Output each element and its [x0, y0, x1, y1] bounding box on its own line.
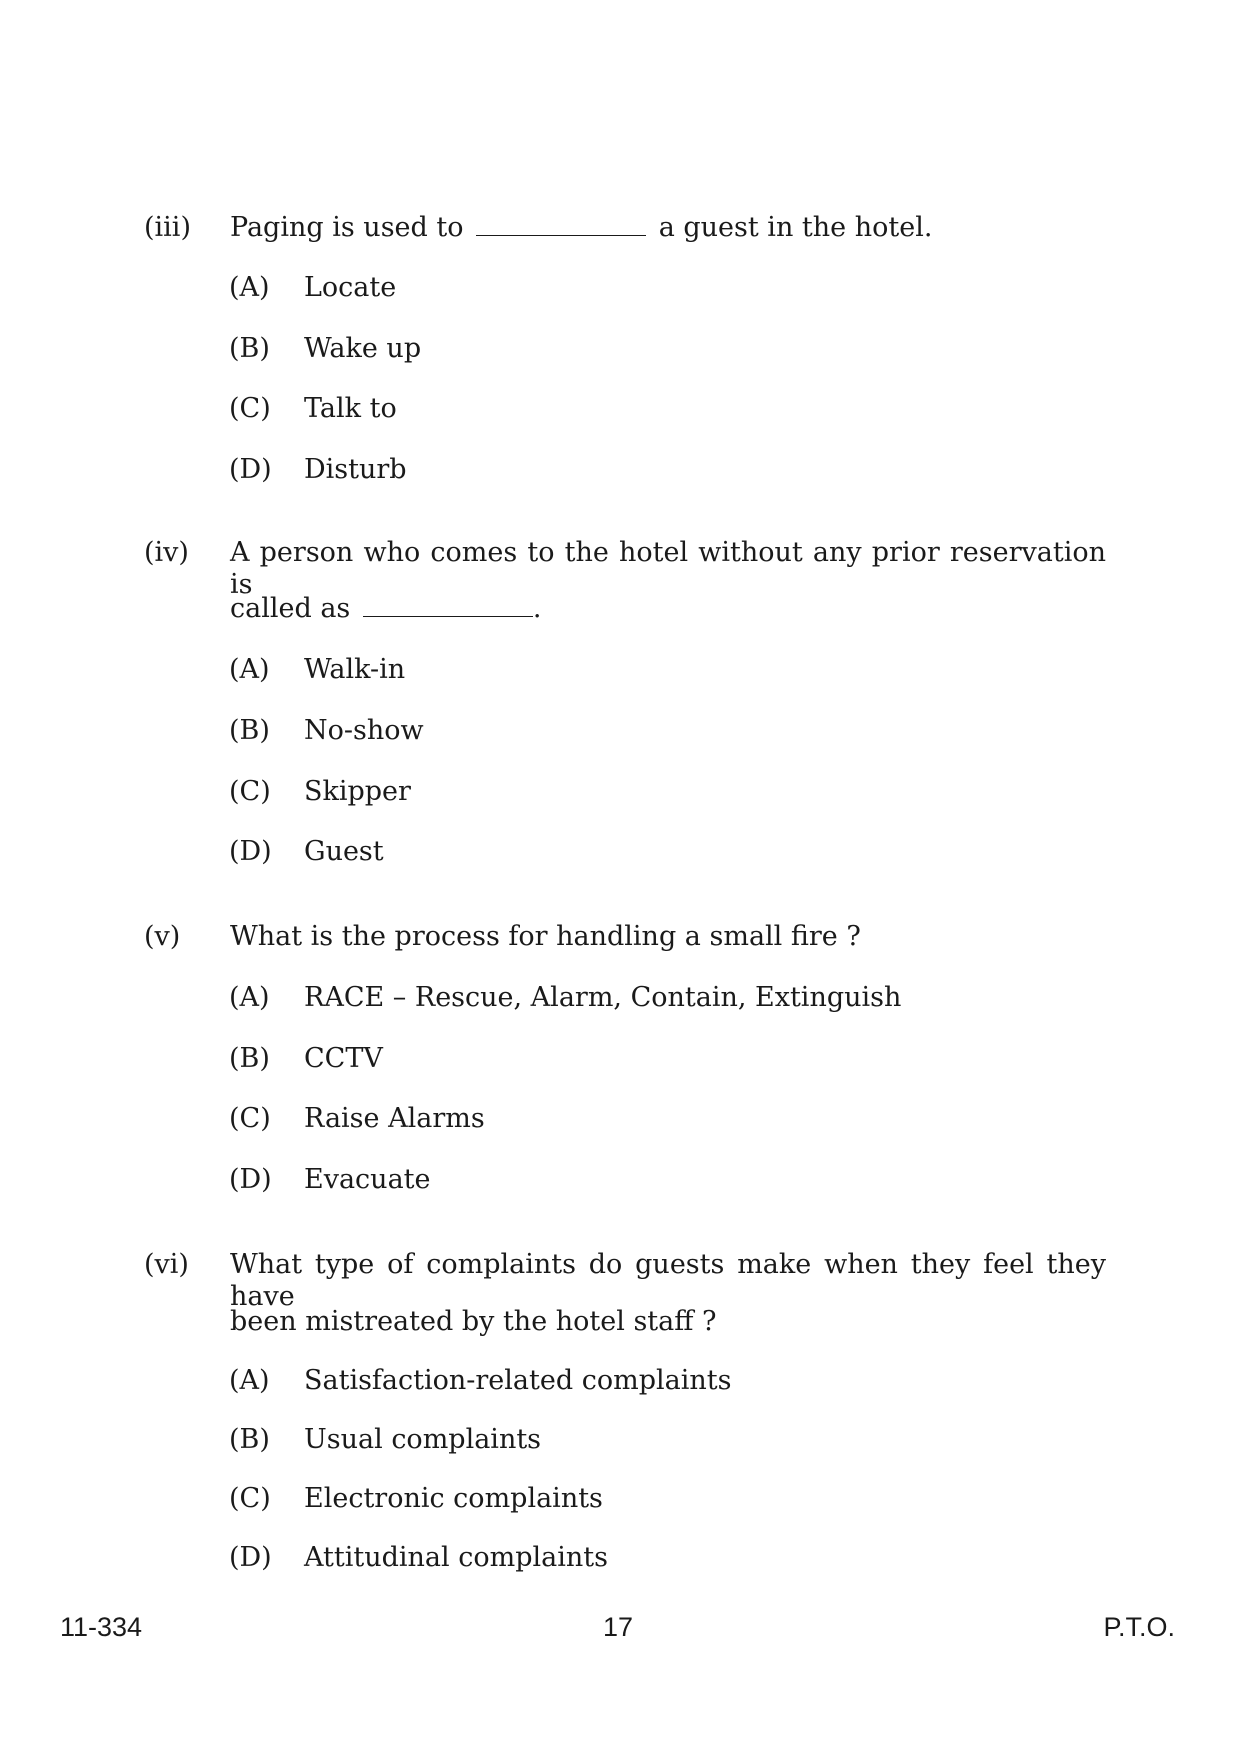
option-label: (D)	[229, 836, 272, 867]
question-text-line	[230, 593, 1106, 625]
option-text: RACE – Rescue, Alarm, Contain, Extinguish	[304, 982, 902, 1013]
question-number: (v)	[144, 921, 181, 952]
option-text: Raise Alarms	[304, 1103, 485, 1134]
question-text-part: called as	[230, 593, 351, 624]
question-text-line: What type of complaints do guests make when they feel they have	[230, 1249, 1106, 1312]
option-label: (B)	[229, 715, 270, 746]
option-text: Attitudinal complaints	[304, 1542, 608, 1573]
option-label: (D)	[229, 454, 272, 485]
option-label: (D)	[229, 1542, 272, 1573]
option-text: Wake up	[304, 333, 422, 364]
option-text: Evacuate	[304, 1164, 431, 1195]
option-text: Satisfaction-related complaints	[304, 1365, 732, 1396]
option-text: Disturb	[304, 454, 407, 485]
option-text: Walk-in	[304, 654, 406, 685]
question-text-part: .	[532, 593, 542, 624]
question-text: What is the process for handling a small fire ?	[230, 921, 861, 952]
option-label: (A)	[229, 1365, 270, 1396]
option-label: (B)	[229, 1424, 270, 1455]
answer-blank	[476, 213, 646, 236]
page-number: 17	[603, 1612, 634, 1642]
question-text	[230, 212, 1106, 244]
option-text: Electronic complaints	[304, 1483, 603, 1514]
option-label: (C)	[229, 1103, 271, 1134]
question-number: (iv)	[144, 537, 189, 568]
question-number: (vi)	[144, 1249, 189, 1280]
option-label: (A)	[229, 272, 270, 303]
option-label: (C)	[229, 1483, 271, 1514]
option-text: Usual complaints	[304, 1424, 542, 1455]
option-text: Locate	[304, 272, 397, 303]
option-label: (B)	[229, 333, 270, 364]
option-text: Talk to	[304, 393, 397, 424]
option-text: CCTV	[304, 1043, 383, 1074]
question-text-line: A person who comes to the hotel without any prior reservation is	[230, 537, 1106, 600]
question-text-part: a guest in the hotel.	[658, 212, 933, 243]
option-label: (A)	[229, 982, 270, 1013]
option-label: (B)	[229, 1043, 270, 1074]
paper-code: 11-334	[60, 1612, 143, 1642]
question-text-line: been mistreated by the hotel staff ?	[230, 1306, 717, 1337]
question-number: (iii)	[144, 212, 191, 243]
option-text: Skipper	[304, 776, 411, 807]
option-text: Guest	[304, 836, 384, 867]
answer-blank	[363, 594, 533, 617]
option-text: No-show	[304, 715, 424, 746]
option-label: (C)	[229, 776, 271, 807]
please-turn-over: P.T.O.	[1103, 1612, 1175, 1642]
option-label: (A)	[229, 654, 270, 685]
option-label: (C)	[229, 393, 271, 424]
question-text-part: Paging is used to	[230, 212, 464, 243]
option-label: (D)	[229, 1164, 272, 1195]
